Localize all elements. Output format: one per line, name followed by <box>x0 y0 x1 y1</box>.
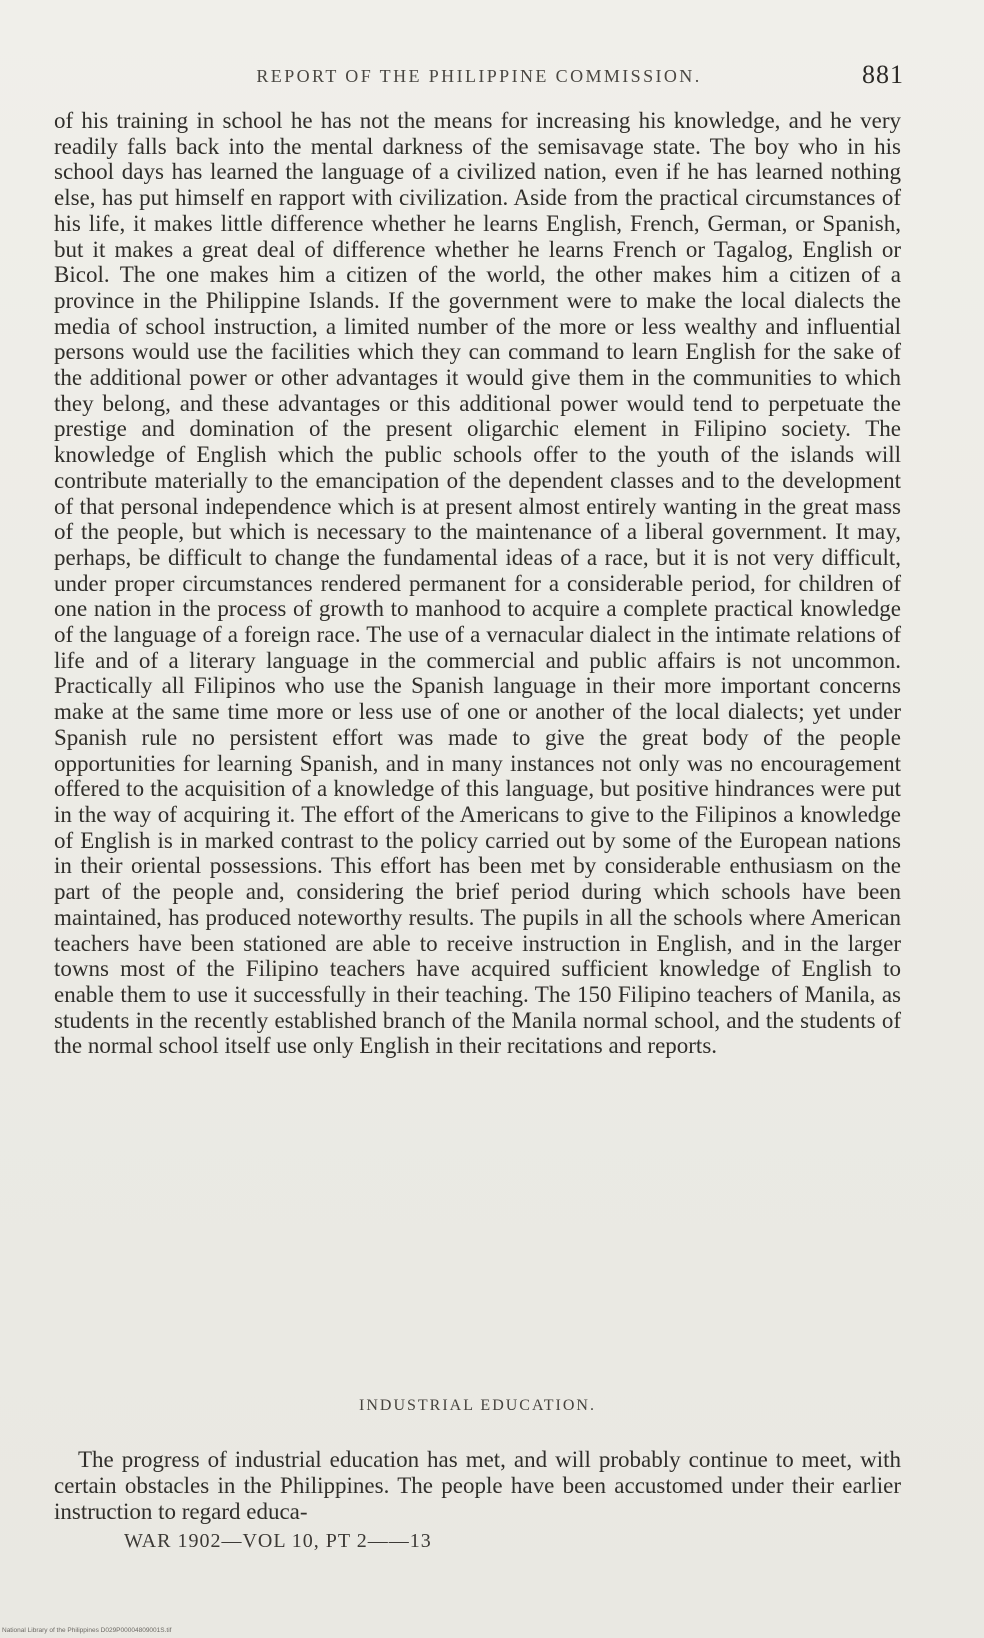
footer-credit: National Library of the Philippines D029P00004809001S.tif <box>2 1627 172 1634</box>
section-heading: INDUSTRIAL EDUCATION. <box>359 1397 596 1414</box>
page-header <box>54 62 904 94</box>
signature-line: WAR 1902—VOL 10, PT 2——13 <box>124 1530 432 1552</box>
running-title: REPORT OF THE PHILIPPINE COMMISSION. <box>256 66 702 86</box>
body-paragraph-1: of his training in school he has not the means for increasing his knowledge, and he very readily falls back into the mental darkness of the semisavage state. The boy who in his school days has learned the language of a civilized nation, even if he has learned nothing else, has put himself en rapport with civilization. Aside from the practical circumstances of his life, it makes little difference whether he learns English, French, German, or Spanish, but it makes a great deal of difference whether he learns French or Tagalog, English or Bicol. The one makes him a citizen of the world, the other makes him a citizen of a province in the Philippine Islands. If the government were to make the local dialects the media of school instruction, a limited number of the more or less wealthy and influential persons would use the facilities which they can command to learn English for the sake of the additional power or other advantages it would give them in the communities to which they belong, and these advantages or this additional power would tend to perpetuate the prestige and domination of the present oligarchic element in Filipino society. The knowledge of English which the public schools offer to the youth of the islands will contribute materially to the emancipation of the dependent classes and to the development of that personal independence which is at present almost entirely wanting in the great mass of the people, but which is necessary to the maintenance of a liberal government. It may, perhaps, be difficult to change the fundamental ideas of a race, but it is not very difficult, under proper circumstances rendered permanent for a considerable period, for children of one nation in the process of growth to manhood to acquire a complete practical knowledge of the language of a foreign race. The use of a vernacular dialect in the intimate relations of life and of a literary language in the commercial and public affairs is not uncommon. Practically all Filipinos who use the Spanish language in their more important concerns make at the same time more or less use of one or another of the local dialects; yet under Spanish rule no persistent effort was made to give the great body of the people opportunities for learning Spanish, and in many instances not only was no encouragement offered to the acquisition of a knowledge of this language, but positive hindrances were put in the way of acquiring it. The effort of the Americans to give to the Filipinos a knowledge of English is in marked contrast to the policy carried out by some of the European nations in their oriental possessions. This effort has been met by considerable enthusiasm on the part of the people and, considering the brief period during which schools have been maintained, has produced noteworthy results. The pupils in all the schools where American teachers have been stationed are able to receive instruction in English, and in the larger towns most of the Filipino teachers have acquired sufficient knowledge of English to enable them to use it successfully in their teaching. The 150 Filipino teachers of Manila, as students in the recently established branch of the Manila normal school, and the students of the normal school itself use only English in their recitations and reports. <box>54 108 901 1059</box>
body-paragraph-2: The progress of industrial education has met, and will probably continue to meet, with certain obstacles in the Philippines. The people have been accustomed under their earlier instruction to regard educa- <box>54 1447 901 1524</box>
page-number: 881 <box>862 60 904 89</box>
